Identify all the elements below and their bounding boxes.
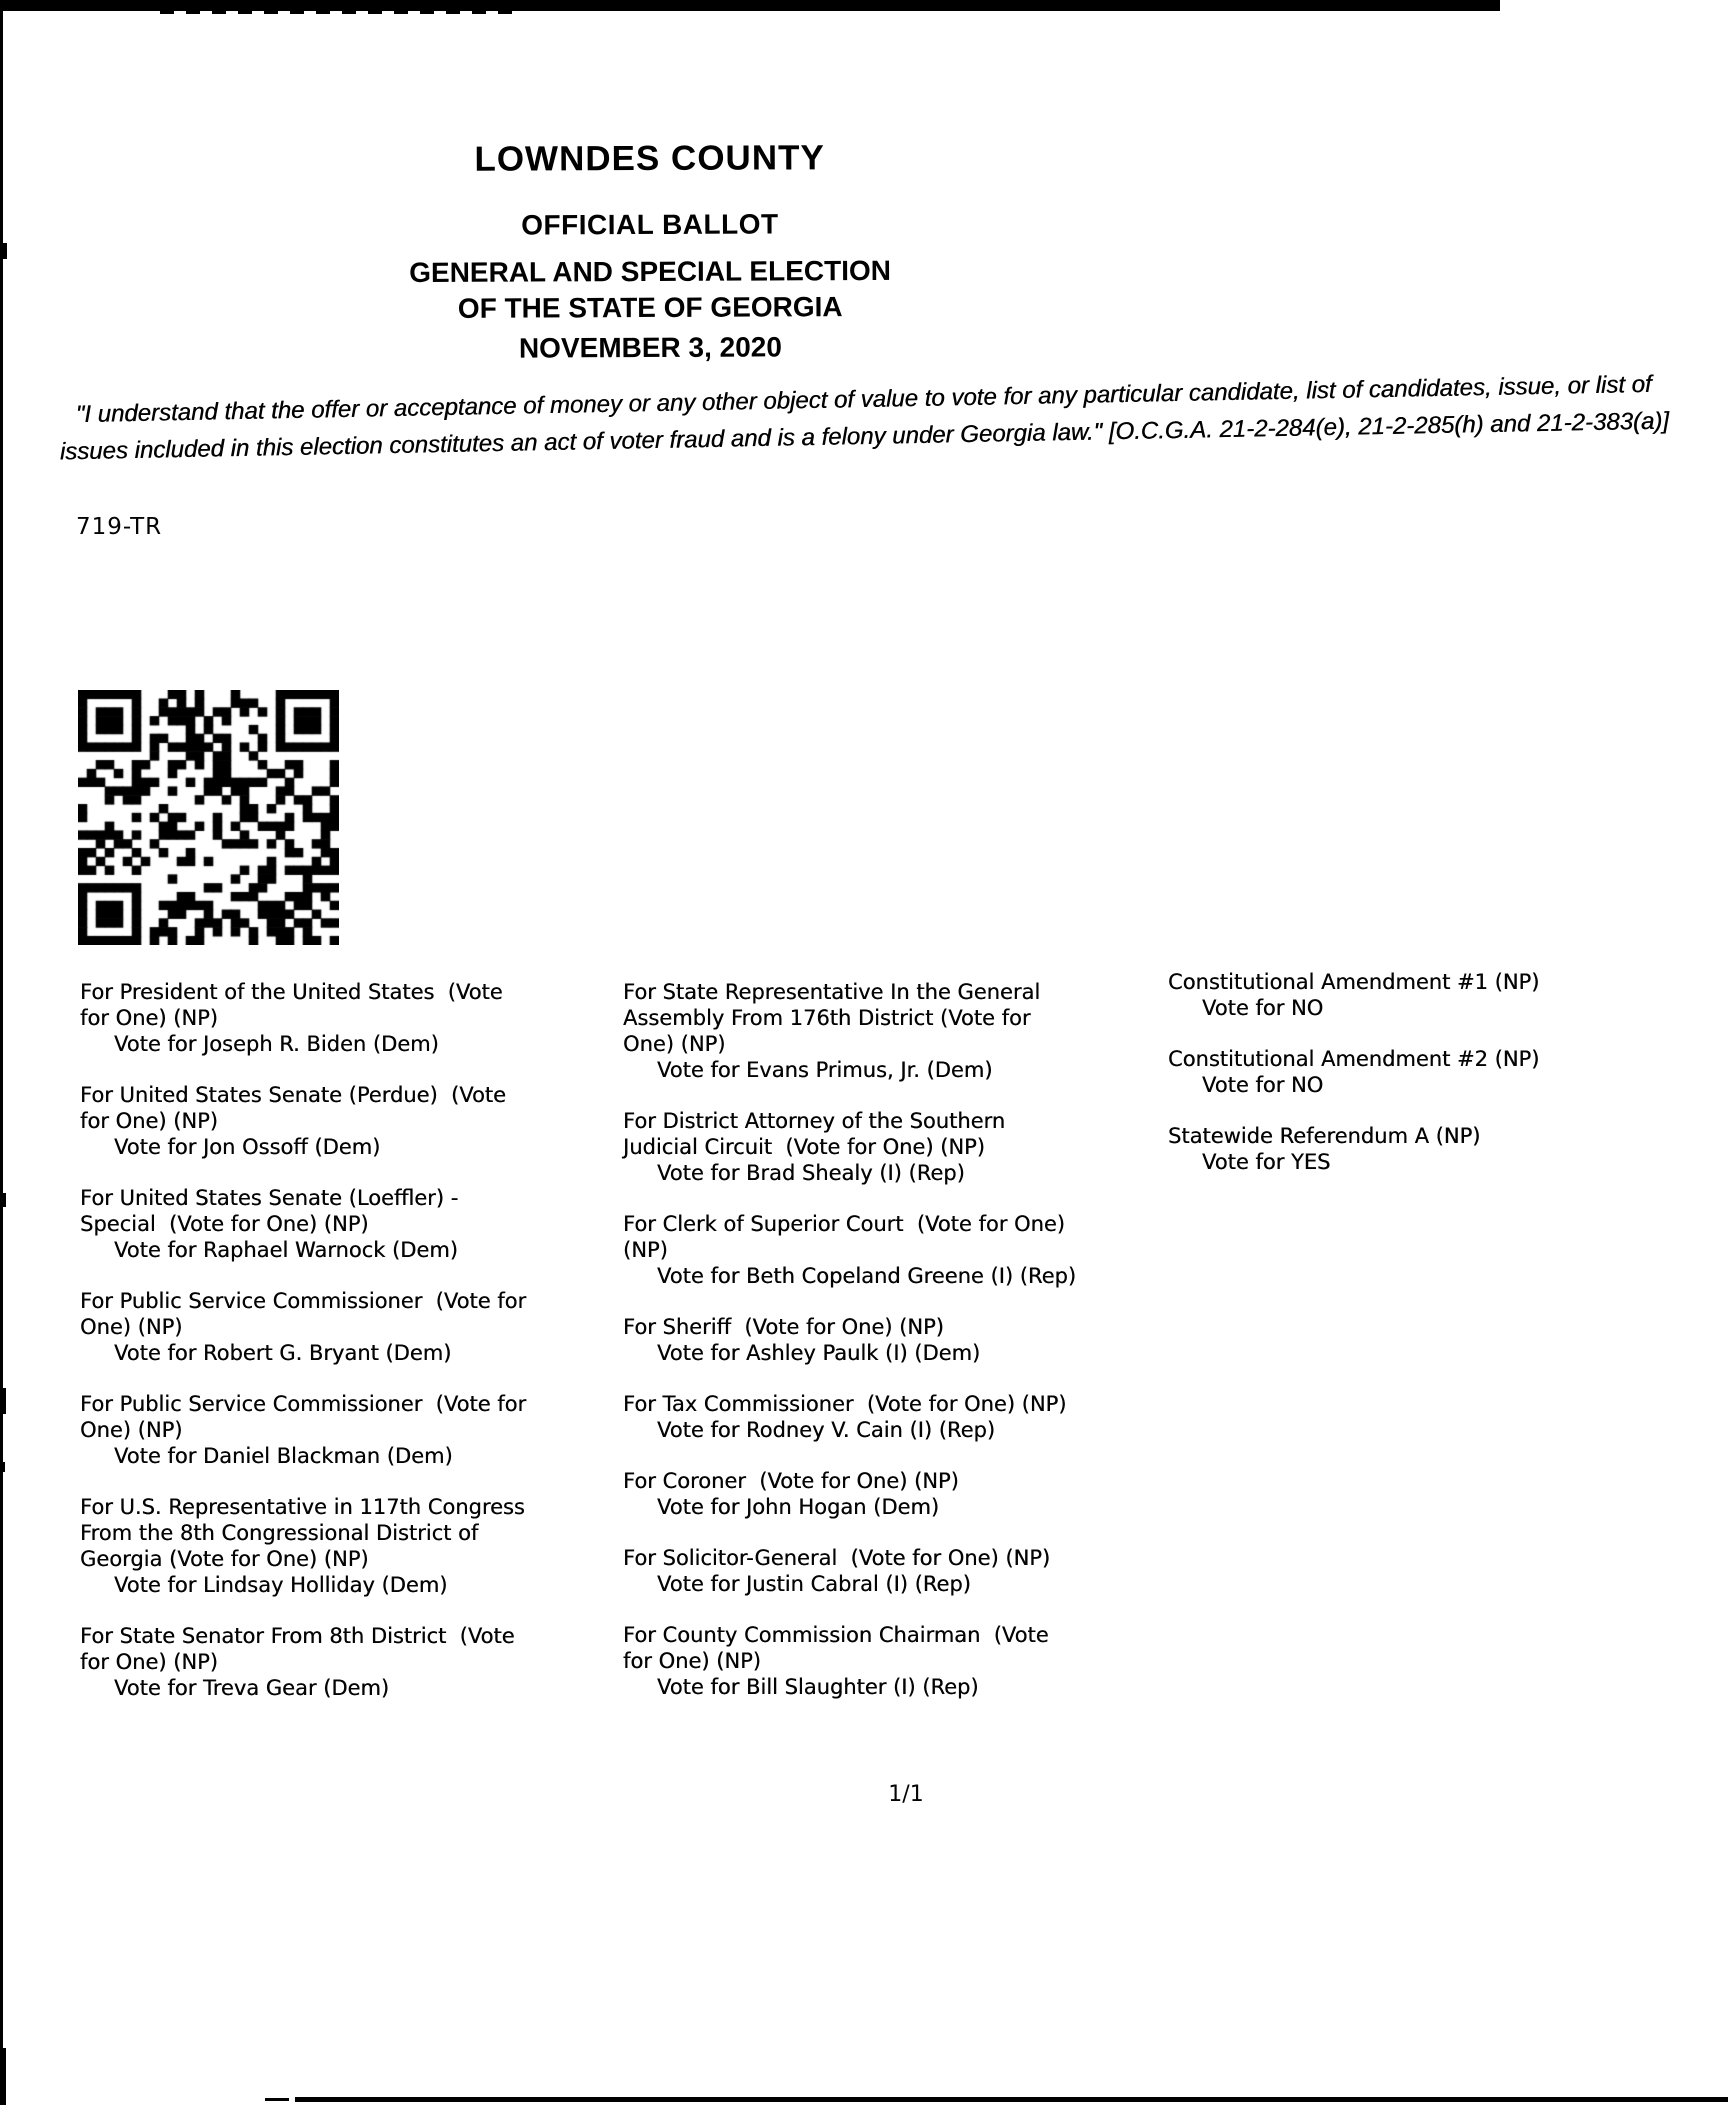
contest bbox=[623, 1545, 1078, 1597]
contest bbox=[1168, 1123, 1638, 1175]
vote-selection: Vote for Beth Copeland Greene (I) (Rep) bbox=[657, 1264, 1077, 1288]
contest bbox=[80, 1391, 538, 1469]
contest bbox=[623, 1108, 1078, 1186]
contest-title: For Tax Commissioner (Vote for One) (NP) bbox=[623, 1392, 1067, 1416]
scan-artifact-notch bbox=[0, 1462, 5, 1472]
contest bbox=[623, 1314, 1078, 1366]
contest bbox=[623, 1468, 1078, 1520]
vote-selection: Vote for YES bbox=[1202, 1150, 1331, 1174]
contest bbox=[80, 1494, 538, 1598]
scan-artifact-notch bbox=[0, 1193, 6, 1207]
precinct-code: 719-TR bbox=[76, 514, 163, 540]
vote-selection: Vote for Treva Gear (Dem) bbox=[114, 1676, 390, 1700]
contest bbox=[80, 1288, 538, 1366]
vote-selection: Vote for Brad Shealy (I) (Rep) bbox=[657, 1161, 965, 1185]
contest-title: For Clerk of Superior Court (Vote for One) (NP) bbox=[623, 1212, 1072, 1262]
vote-selection: Vote for Lindsay Holliday (Dem) bbox=[114, 1573, 448, 1597]
contest-title: For Public Service Commissioner (Vote for One) (NP) bbox=[80, 1392, 533, 1442]
scan-artifact-bottom-line bbox=[295, 2097, 1728, 2102]
contest-title: For President of the United States (Vote for One) (NP) bbox=[80, 980, 510, 1030]
contest bbox=[1168, 969, 1638, 1021]
ballot-column-1 bbox=[80, 979, 538, 1726]
contest-title: For United States Senate (Perdue) (Vote for One) (NP) bbox=[80, 1083, 513, 1133]
election-title-line2: OF THE STATE OF GEORGIA bbox=[457, 291, 843, 325]
contest bbox=[80, 1623, 538, 1701]
contest bbox=[80, 979, 538, 1057]
vote-selection: Vote for Jon Ossoff (Dem) bbox=[114, 1135, 381, 1159]
contest-title: For Solicitor-General (Vote for One) (NP) bbox=[623, 1546, 1051, 1570]
contest-title: Constitutional Amendment #1 (NP) bbox=[1168, 970, 1540, 994]
contest-title: For Coroner (Vote for One) (NP) bbox=[623, 1469, 959, 1493]
contest-title: For Sheriff (Vote for One) (NP) bbox=[623, 1315, 944, 1339]
qr-code-icon bbox=[78, 690, 339, 945]
contest-title: For Public Service Commissioner (Vote for One) (NP) bbox=[80, 1289, 533, 1339]
ballot-header bbox=[0, 135, 1300, 367]
vote-selection: Vote for Joseph R. Biden (Dem) bbox=[114, 1032, 439, 1056]
election-title-line1: GENERAL AND SPECIAL ELECTION bbox=[409, 254, 892, 288]
contest-title: For State Senator From 8th District (Vote for One) (NP) bbox=[80, 1624, 522, 1674]
contest-title: For District Attorney of the Southern Judicial Circuit (Vote for One) (NP) bbox=[623, 1109, 1012, 1159]
official-ballot-title: OFFICIAL BALLOT bbox=[521, 208, 779, 241]
contest-title: Constitutional Amendment #2 (NP) bbox=[1168, 1047, 1540, 1071]
scan-artifact-top-bar bbox=[0, 0, 1500, 11]
vote-selection: Vote for Bill Slaughter (I) (Rep) bbox=[657, 1675, 979, 1699]
election-date: NOVEMBER 3, 2020 bbox=[518, 331, 782, 364]
vote-selection: Vote for Rodney V. Cain (I) (Rep) bbox=[657, 1418, 996, 1442]
vote-selection: Vote for NO bbox=[1202, 996, 1324, 1020]
vote-selection: Vote for NO bbox=[1202, 1073, 1324, 1097]
contest bbox=[623, 979, 1078, 1083]
contest bbox=[623, 1211, 1078, 1289]
contest-title: For United States Senate (Loeffler) - Special (Vote for One) (NP) bbox=[80, 1186, 465, 1236]
vote-selection: Vote for Raphael Warnock (Dem) bbox=[114, 1238, 458, 1262]
voter-fraud-notice: "I understand that the offer or acceptance of money or any other object of value to vote for any particular candidate, list of candidates, issue, or list of issues included in this election constitutes an act of voter fraud and is a felony under Georgia law." [O.C.G.A. 21-2-284(e), 21-2-285(h) and 21-2-383(a)] bbox=[59, 370, 1670, 466]
contest bbox=[623, 1622, 1078, 1700]
vote-selection: Vote for Daniel Blackman (Dem) bbox=[114, 1444, 453, 1468]
vote-selection: Vote for Robert G. Bryant (Dem) bbox=[114, 1341, 452, 1365]
scan-artifact-notch bbox=[0, 1388, 6, 1414]
contest bbox=[623, 1391, 1078, 1443]
vote-selection: Vote for Evans Primus, Jr. (Dem) bbox=[657, 1058, 993, 1082]
county-title: LOWNDES COUNTY bbox=[474, 138, 825, 179]
contest-title: Statewide Referendum A (NP) bbox=[1168, 1124, 1481, 1148]
contest bbox=[80, 1185, 538, 1263]
contest bbox=[1168, 1046, 1638, 1098]
vote-selection: Vote for John Hogan (Dem) bbox=[657, 1495, 940, 1519]
contest-title: For U.S. Representative in 117th Congress From the 8th Congressional District of Georgia (Vote for One) (NP) bbox=[80, 1495, 532, 1571]
contest-title: For County Commission Chairman (Vote for One) (NP) bbox=[623, 1623, 1056, 1673]
ballot-column-2 bbox=[623, 979, 1078, 1725]
scan-artifact-notch bbox=[0, 2048, 6, 2105]
contest bbox=[80, 1082, 538, 1160]
page-number: 1/1 bbox=[888, 1782, 924, 1807]
ballot-column-3 bbox=[1168, 969, 1638, 1200]
vote-selection: Vote for Ashley Paulk (I) (Dem) bbox=[657, 1341, 981, 1365]
contest-title: For State Representative In the General Assembly From 176th District (Vote for One) (NP) bbox=[623, 980, 1047, 1056]
vote-selection: Vote for Justin Cabral (I) (Rep) bbox=[657, 1572, 971, 1596]
